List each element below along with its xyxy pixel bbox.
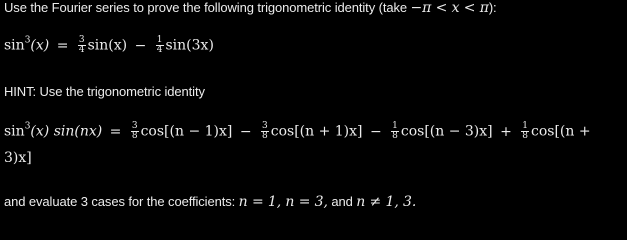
intro-text xyxy=(4,0,497,16)
conclusion-prefix: and evaluate 3 cases for the coefficients: xyxy=(4,194,239,209)
hint-coef3: $\frac{1}{8}$ xyxy=(392,121,398,141)
identity-lhs-func: sin xyxy=(4,37,25,54)
identity-minus: − xyxy=(134,37,147,54)
main-identity xyxy=(4,36,214,55)
hint-lhs-power: 3 xyxy=(24,121,31,132)
hint-coef4: $\frac{1}{8}$ xyxy=(522,121,529,141)
intro-prefix: Use the Fourier series to prove the following trigonometric identity (take xyxy=(4,0,411,15)
identity-lhs-arg: (x) xyxy=(30,37,50,54)
hint-term4-end: 3)x] xyxy=(4,150,32,166)
hint-text: HINT: Use the trigonometric identity xyxy=(4,84,205,99)
intro-condition: −π < x < π xyxy=(410,0,489,16)
hint-coef2: $\frac{3}{8}$ xyxy=(262,121,268,141)
hint-identity-line2 xyxy=(4,150,32,166)
hint-term4-start: cos[(n + xyxy=(531,123,591,140)
identity-coef1: $\frac{3}{4}$ xyxy=(78,35,85,55)
identity-equals: = xyxy=(56,37,69,54)
conclusion-case2: n ≠ 1, 3. xyxy=(356,194,417,210)
hint-coef1: $\frac{3}{8}$ xyxy=(131,121,138,141)
conclusion-case1: n = 1, n = 3, xyxy=(238,194,328,210)
hint-term1: cos[(n − 1)x] xyxy=(140,123,233,140)
hint-op3: + xyxy=(500,123,512,140)
conclusion-and: and xyxy=(327,194,357,209)
hint-op2: − xyxy=(369,123,382,140)
hint-equals: = xyxy=(109,123,122,140)
identity-coef2: $\frac{1}{4}$ xyxy=(156,35,163,55)
hint-lhs-func: sin xyxy=(4,123,25,140)
conclusion-text xyxy=(4,194,416,210)
hint-term2: cos[(n + 1)x] xyxy=(270,123,363,140)
intro-suffix: ): xyxy=(488,0,497,15)
hint-term3: cos[(n − 3)x] xyxy=(400,123,493,140)
hint-lhs-rest: (x) sin(nx) xyxy=(30,123,103,140)
hint-op1: − xyxy=(239,123,252,140)
identity-term2: sin(3x) xyxy=(165,37,214,54)
hint-identity-line1 xyxy=(4,122,591,141)
identity-lhs-power: 3 xyxy=(24,35,31,46)
identity-term1: sin(x) xyxy=(87,37,128,54)
